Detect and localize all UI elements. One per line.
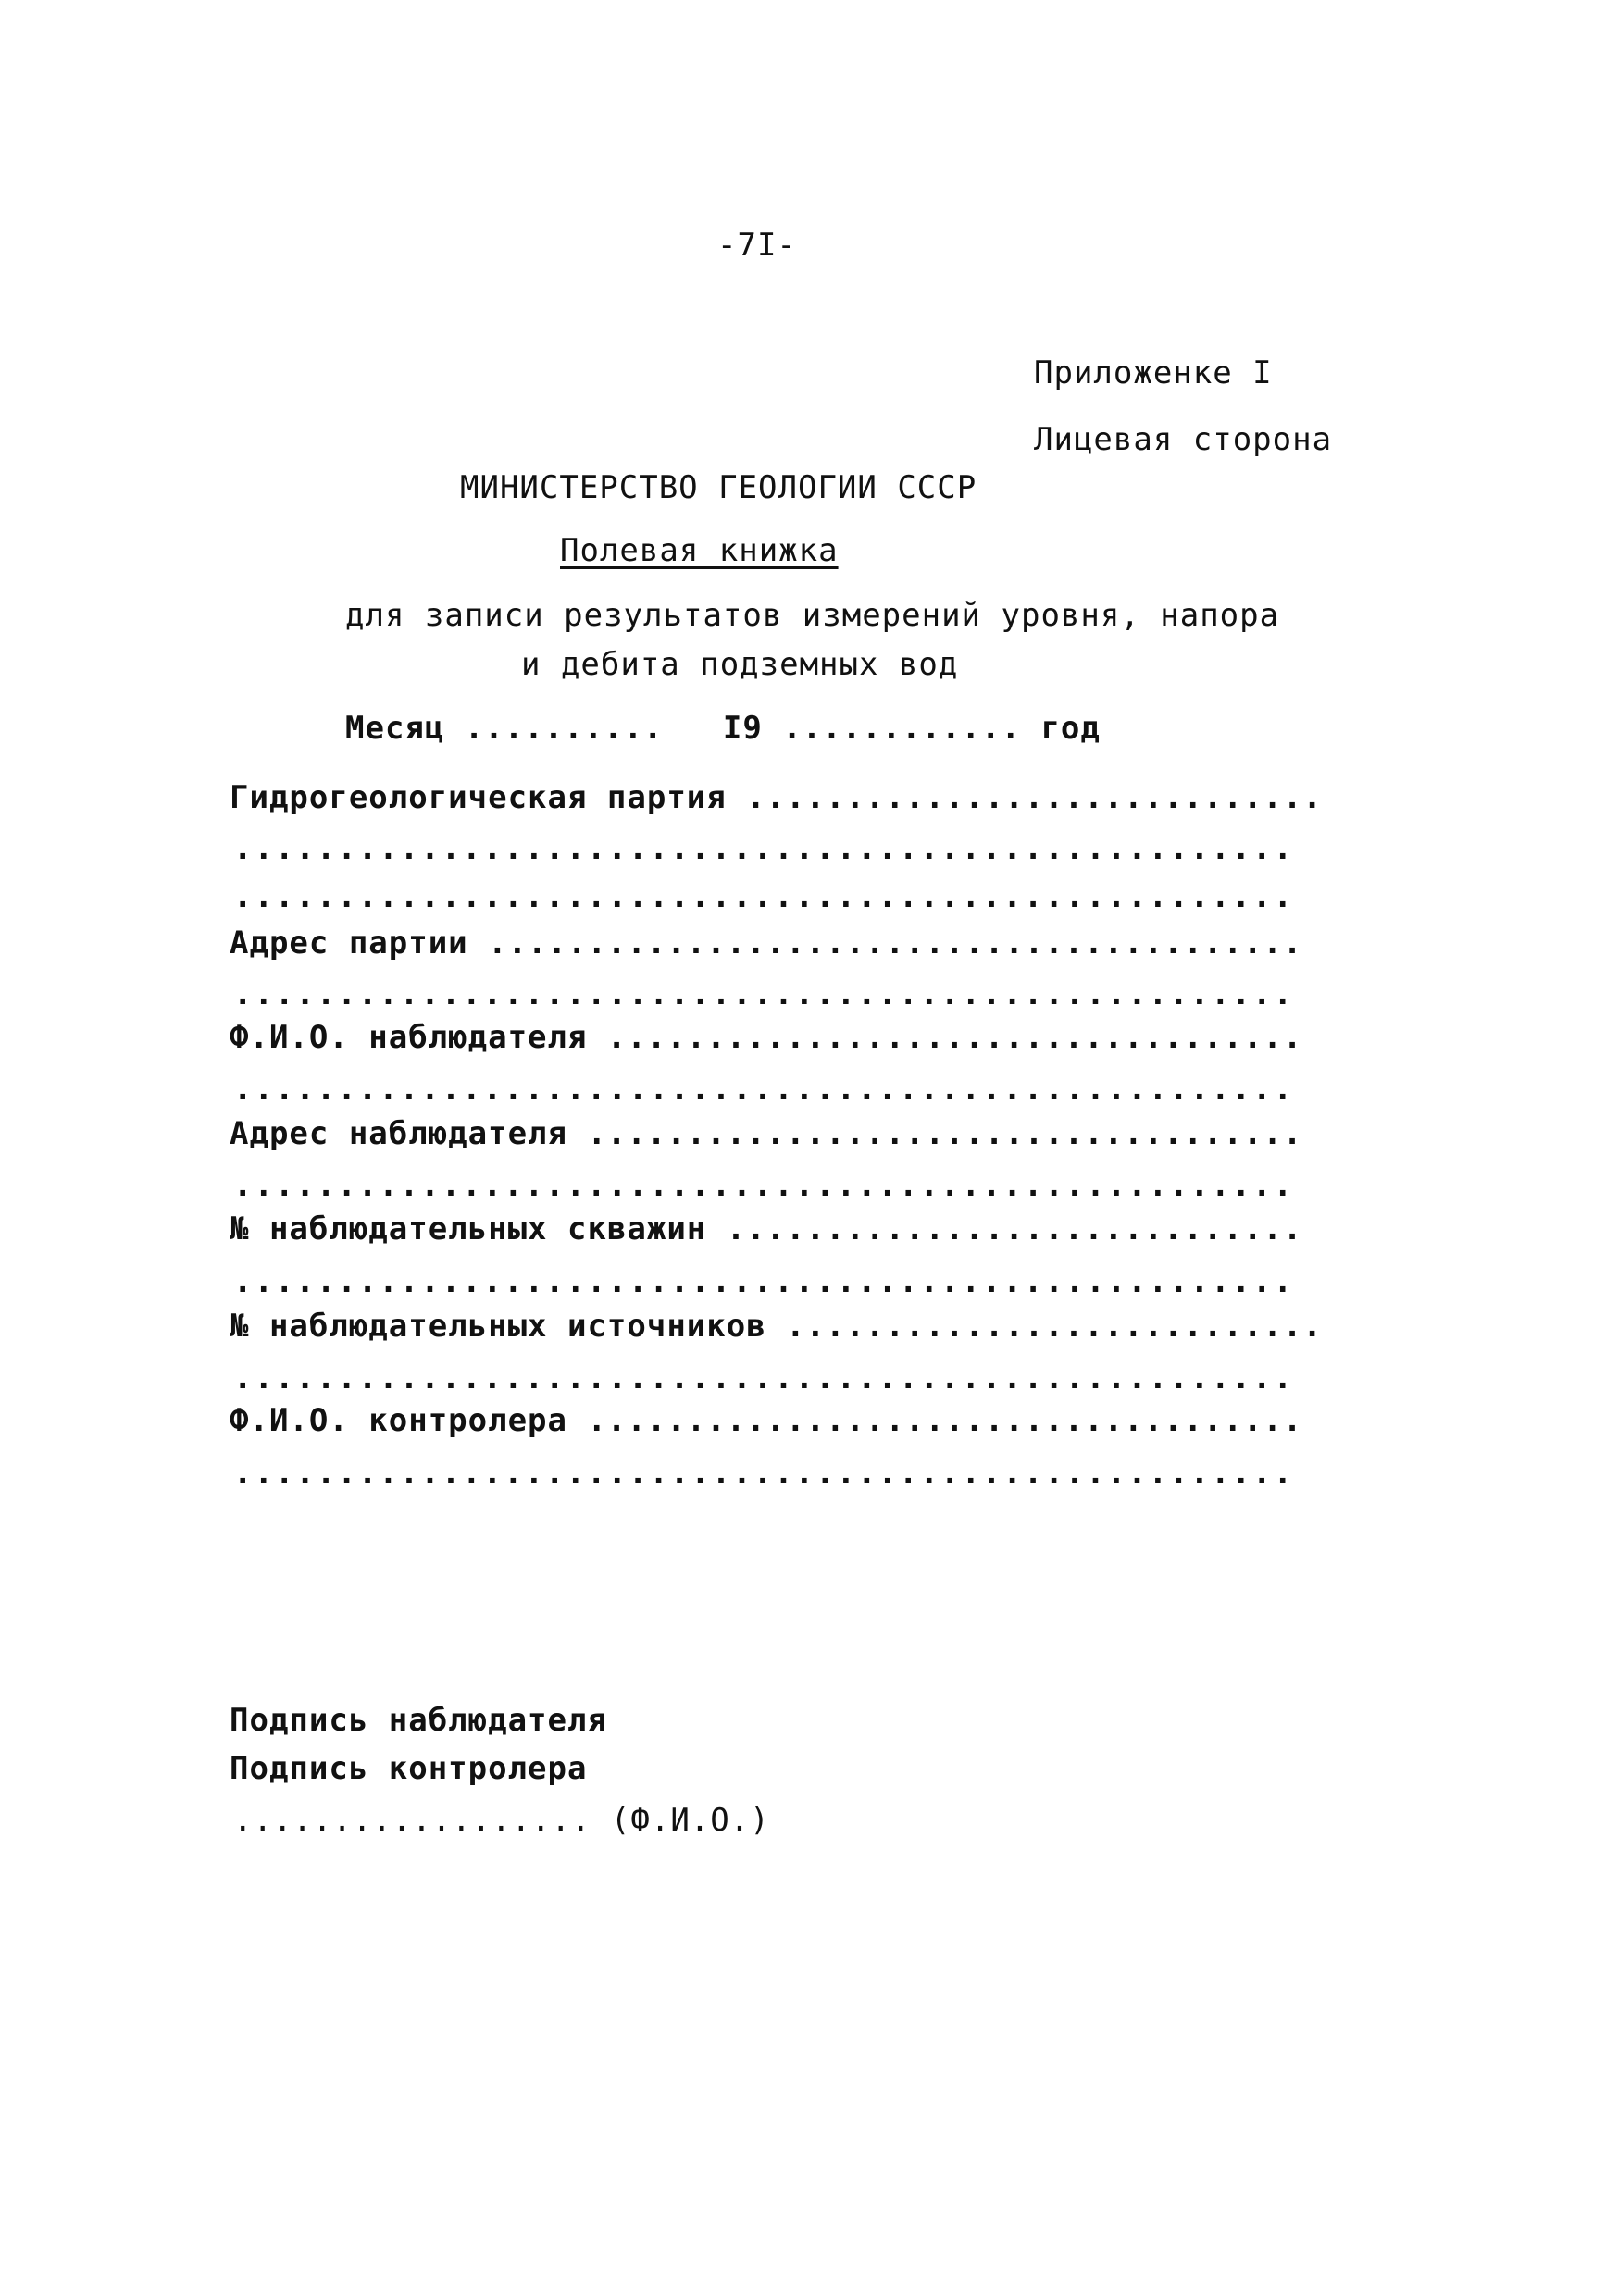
document-title: Полевая книжка [560, 532, 839, 569]
subtitle-line-2: и дебита подземных вод [521, 646, 959, 683]
field-party-address-continuation: ................................................... [233, 975, 1294, 1012]
field-observer-name-continuation: ................................................... [233, 1071, 1294, 1108]
field-observer-name: Ф.И.О. наблюдателя ................................... [230, 1019, 1303, 1056]
month-year-line: Месяц .......... I9 ............ год [345, 710, 1101, 747]
field-party-continuation-2: ................................................... [233, 878, 1294, 915]
signature-controller: Подпись контролера [230, 1750, 588, 1787]
signature-fio-line: .................. (Ф.И.О.) [233, 1802, 770, 1839]
signature-observer: Подпись наблюдателя [230, 1702, 607, 1739]
page-number: -7I- [717, 227, 797, 264]
appendix-label: Приложенке I [1034, 354, 1273, 391]
field-observer-address-continuation: ................................................... [233, 1167, 1294, 1204]
field-party: Гидрогеологическая партия ............................. [230, 779, 1323, 816]
field-party-address: Адрес партии ......................................... [230, 925, 1303, 962]
field-springs-continuation: ................................................... [233, 1359, 1294, 1396]
field-observer-address: Адрес наблюдателя .................................... [230, 1115, 1303, 1152]
side-label: Лицевая сторона [1034, 421, 1333, 458]
field-controller-name: Ф.И.О. контролера .................................... [230, 1402, 1303, 1439]
subtitle-line-1: для записи результатов измерений уровня, напора [345, 597, 1280, 634]
field-controller-name-continuation: ................................................... [233, 1455, 1294, 1492]
field-party-continuation-1: ................................................... [233, 830, 1294, 867]
field-wells: № наблюдательных скважин ............................. [230, 1210, 1303, 1247]
field-wells-continuation: ................................................... [233, 1263, 1294, 1300]
field-springs: № наблюдательных источников ........................... [230, 1308, 1323, 1345]
ministry-heading: МИНИСТЕРСТВО ГЕОЛОГИИ СССР [460, 469, 977, 506]
